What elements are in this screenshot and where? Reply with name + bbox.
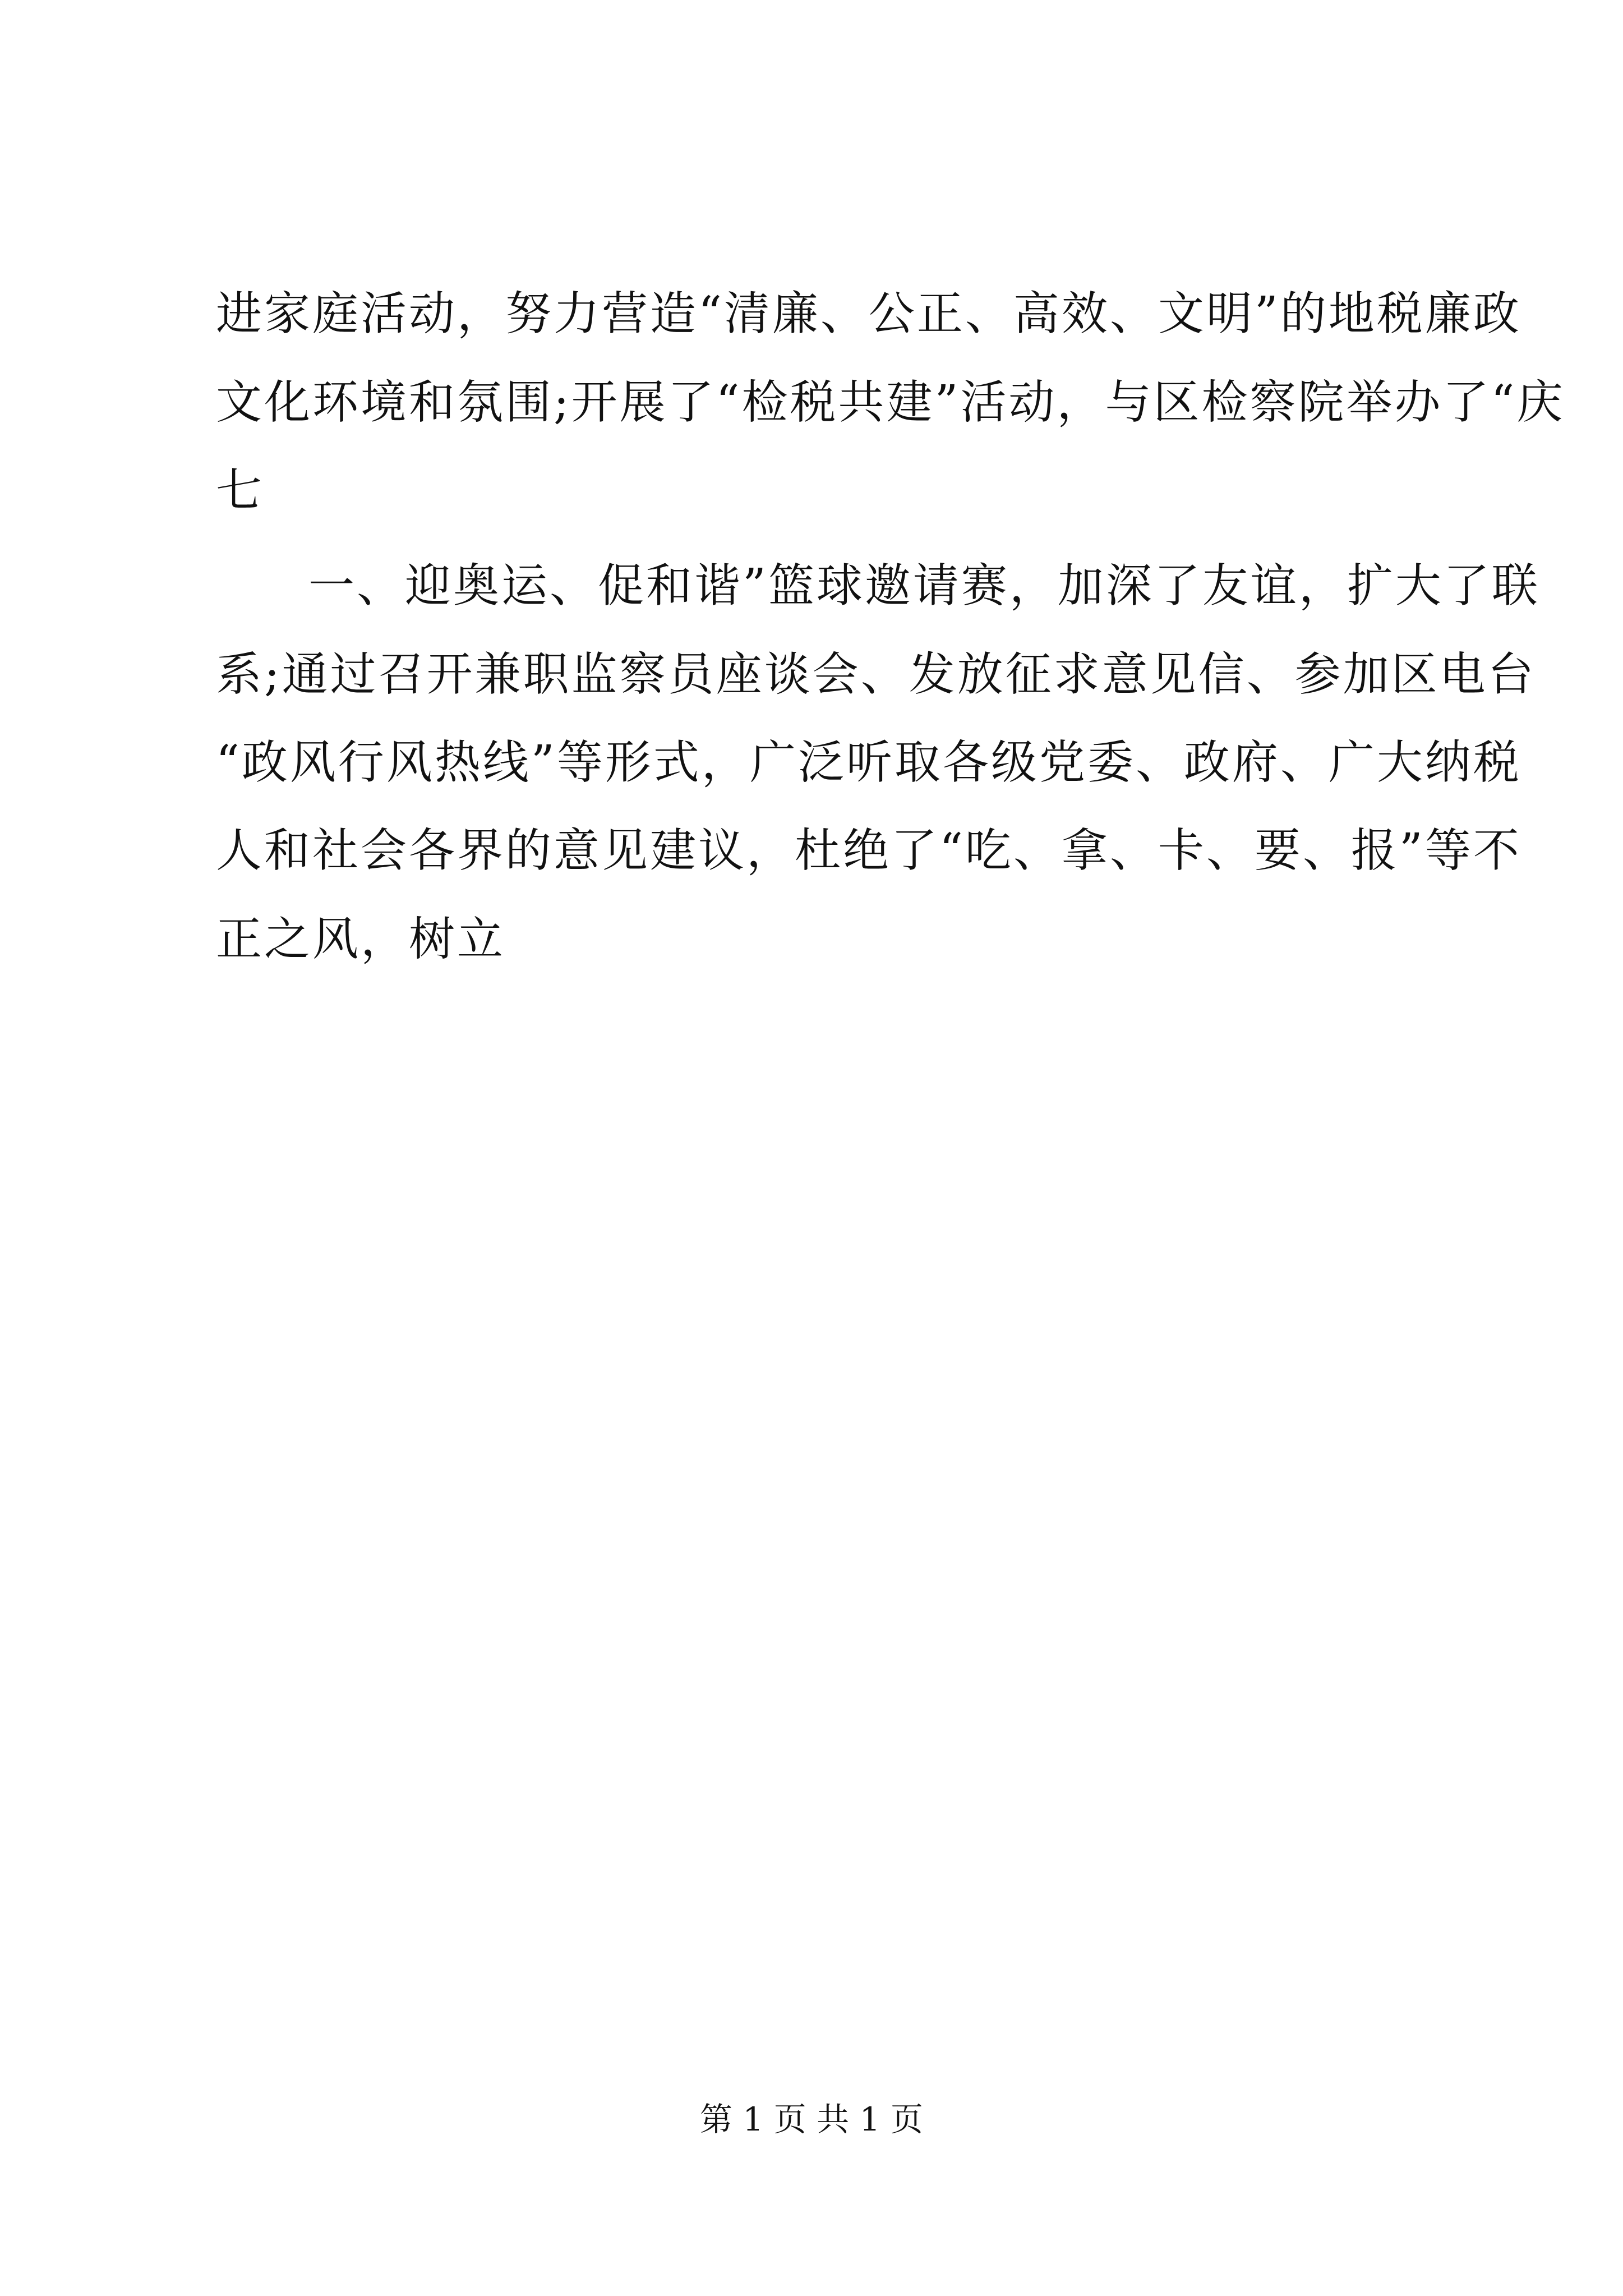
page-number-footer: 第 1 页 共 1 页	[700, 2100, 923, 2138]
paragraph-2-line-2: 系;通过召开兼职监察员座谈会、发放征求意见信、参加区电台	[216, 648, 1536, 701]
paragraph-2-line-5: 正之风，树立	[216, 913, 506, 966]
paragraph-1-line-3: 七	[216, 464, 265, 517]
paragraph-2-line-1: 一、迎奥运、促和谐”篮球邀请赛，加深了友谊，扩大了联	[308, 559, 1540, 613]
paragraph-1-line-1: 进家庭活动，努力营造“清廉、公正、高效、文明”的地税廉政	[216, 287, 1521, 341]
paragraph-2-line-3: “政风行风热线”等形式，广泛听取各级党委、政府、广大纳税	[216, 736, 1521, 789]
paragraph-2-line-4: 人和社会各界的意见建议，杜绝了“吃、拿、卡、要、报”等不	[216, 824, 1521, 877]
paragraph-1-line-2: 文化环境和氛围;开展了“检税共建”活动，与区检察院举办了“庆	[216, 376, 1565, 429]
